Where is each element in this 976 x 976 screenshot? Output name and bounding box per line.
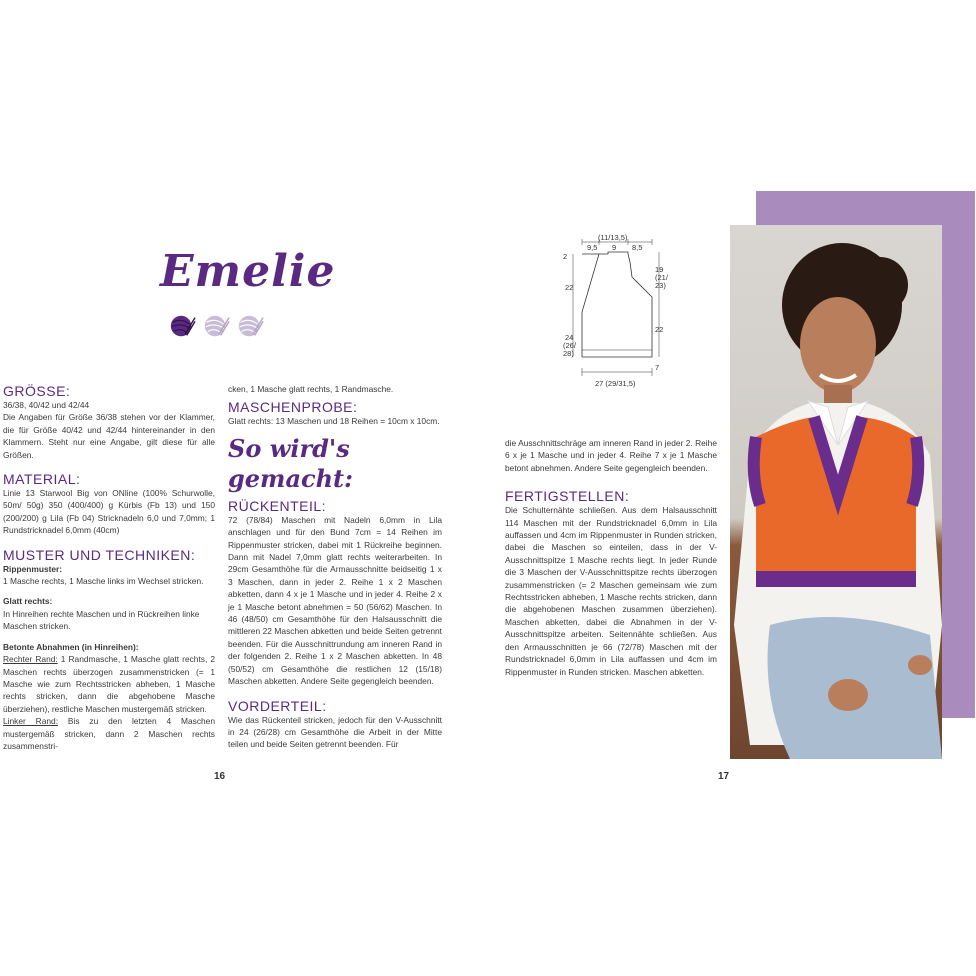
difficulty-rating [168,312,264,340]
material-text: Linie 13 Starwool Big von ONline (100% Schurwolle, 50m/ 50g) 350 (400/400) g Kürbis (Fb 13) und 150 (200/200) g Lila (Fb 04) Stricknadeln 6,0 und 7,0mm; 1 Rundstricknadel 6,0mm (40cm) [3,488,215,536]
heading-muster: MUSTER UND TECHNIKEN: [3,546,196,563]
page-number-right: 17 [718,771,730,782]
column-materials [3,383,215,752]
heading-groesse: GRÖSSE: [3,383,71,399]
schematic-right-3: 23) [655,281,666,290]
schematic-top-1: 9,5 [587,243,598,252]
heading-material: MATERIAL: [3,471,81,488]
schematic-left-5: 28) [563,349,574,358]
sizes-description: Die Angaben für Größe 36/38 stehen vor der Klammer, die für Größe 40/42 und 42/44 hintereinander in den Klammern. Steht nur eine Angabe, gilt diese für alle Größen. [3,412,215,460]
section-script-heading: So wird's gemacht: [228,433,354,493]
schematic-top-2: 9 [612,243,617,252]
rippenmuster-text: 1 Masche rechts, 1 Masche links im Wechsel stricken. [3,576,204,587]
schematic-top-label: (11/13,5) [598,233,628,242]
page-number-left: 16 [214,771,226,782]
heading-vorderteil: VORDERTEIL: [228,697,327,714]
schematic-right-1: 19 [655,265,664,274]
yarn-ball-icon [168,312,196,340]
heading-fertigstellen: FERTIGSTELLEN: [505,488,630,505]
heading-rueckenteil: RÜCKENTEIL: [228,497,327,514]
yarn-ball-icon [202,312,230,340]
schematic-right-2: (21/ [655,273,668,282]
schematic-bottom-label: 27 (29/31,5) [595,379,636,388]
yarn-ball-icon [236,312,264,340]
continuation-text: cken, 1 Masche glatt rechts, 1 Randmasche. [228,384,394,394]
schematic-left-1: 2 [563,252,568,261]
vorderteil-text: Wie das Rückenteil stricken, jedoch für den V-Ausschnitt in 24 (26/28) cm Gesamthöhe die Arbeit in der Mitte teilen und beide Seiten getrennt beenden. Für [228,714,442,750]
heading-maschenprobe: MASCHENPROBE: [228,399,358,416]
label-linker-rand: Linker Rand: [3,716,59,727]
fertigstellen-text: Die Schulternähte schließen. Aus dem Halsausschnitt 114 Maschen mit der Rundstricknadel 6,0mm in Lila auffassen und 4cm im Rippenmuster in Runden stricken, dabei die Maschen so einteilen, dass in der V-Ausschnittspitze 1 Masche rechts liegt. In jeder Runde die 3 Maschen der V-Ausschnittspitze rechts überzogen zusammenstricken (= 2 Maschen gemeinsam wie zum Rechtsstricken abheben, 1 Masche rechts stricken, dann die abgehobenen Maschen zusammen überziehen). Maschen abketten, dabei die Abnahmen in der V-Ausschnittspitze arbeiten. Seitennähte schließen. Aus den Armausschnitten je 66 (72/78) Maschen mit der Rundstricknadel 6,0mm in Lila auffassen und 4cm im Rippenmuster in Runden stricken. Maschen abketten. [505,505,717,677]
label-rippenmuster: Rippenmuster: [3,563,63,574]
pattern-title: Emelie [160,246,336,297]
schematic-left-4: (26/ [563,341,576,350]
schematic-right-5: 7 [655,363,660,372]
linker-rand-text: Bis zu den letzten 4 Maschen mustergemäß stricken, dann 2 Maschen rechts zusammenstri- [3,716,215,751]
schematic-top-3: 8,5 [632,243,643,252]
continuation-text-right: die Ausschnittschräge am inneren Rand in jeder 2. Reihe 6 x je 1 Masche und in jeder 4. Reihe 7 x je 1 Masche betont abnehmen. Andere Seite gegengleich beenden. [505,438,717,473]
rechter-rand-text: 1 Randmasche, 1 Masche glatt rechts, 2 Maschen rechts überzogen zusammenstricken (= 1 Masche wie zum Rechtsstricken abheben, 1 Masche rechts stricken, dann die abgehobene Masche überziehen), restliche Maschen mustergemäß stricken. [3,654,216,714]
column-instructions [228,383,442,751]
sizes-text: 36/38, 40/42 und 42/44 [3,400,90,410]
schematic-left-2: 22 [565,283,574,292]
linker-rand-paragraph [3,715,215,752]
rechter-rand-paragraph [3,653,215,715]
model-photo [730,225,942,759]
label-rechter-rand: Rechter Rand: [3,654,58,665]
rueckenteil-text: 72 (78/84) Maschen mit Nadeln 6,0mm in Lila anschlagen und für den Bund 7cm = 14 Reihen im Rippenmuster stricken, dabei mit 1 Rückreihe beginnen. Dann mit Nadel 7,0mm glatt rechts weiterarbeiten. In 29cm Gesamthöhe für die Armausschnitte beidseitig 1 x 3 Maschen, dann in jeder 2. Reihe 1 x 2 Maschen abketten, dann 4 x je 1 Masche und in jeder 4. Reihe 2 x je 1 Masche betont abnehmen = 50 (56/62) Maschen. In 46 (48/50) cm Gesamthöhe für den Halsausschnitt die mittleren 22 Maschen abketten und beide Seiten getrennt beenden. Für die Ausschnittrundung am inneren Rand in der folgenden 2. Reihe 1 x 2 Maschen abketten. In 48 (50/52) cm Gesamthöhe die restlichen 12 (15/18) Maschen abketten. Andere Seite gegengleich beenden. [228,514,442,687]
label-betonte-abnahmen: Betonte Abnahmen (in Hinreihen): [3,641,139,652]
label-glatt-rechts: Glatt rechts: [3,596,53,607]
schematic-right-4: 22 [655,325,664,334]
maschenprobe-text: Glatt rechts: 13 Maschen und 18 Reihen = 10cm x 10cm. [228,416,440,427]
glatt-rechts-text: In Hinreihen rechte Maschen und in Rückreihen linke Maschen stricken. [3,608,200,632]
garment-schematic [555,232,675,392]
column-finishing [505,437,717,678]
schematic-left-3: 24 [565,333,574,342]
